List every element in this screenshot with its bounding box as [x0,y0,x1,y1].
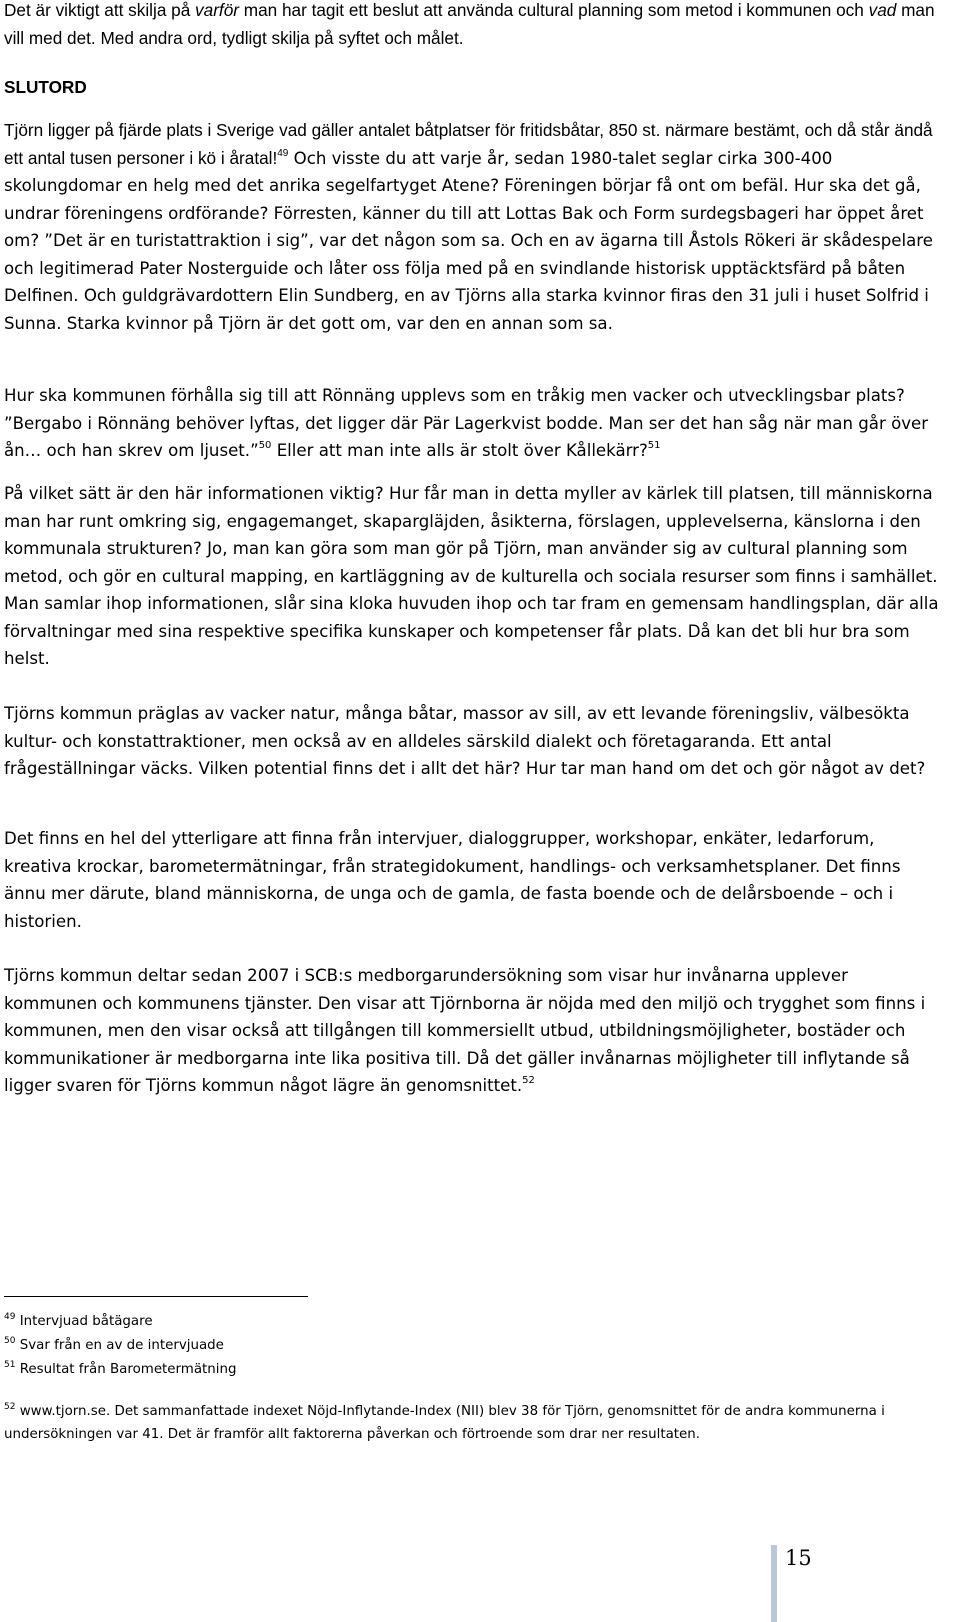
footnote-number: 51 [4,1359,16,1370]
body-paragraph-1 [4,117,944,337]
intro-text-2: man har tagit ett beslut att använda cultural planning som metod i kommunen och [238,0,869,20]
footnote-49 [4,1310,939,1333]
footnote-50 [4,1334,939,1357]
paragraph-1-text-b: Och visste du att varje år, sedan 1980-talet seglar cirka 300-400 skolungdomar en helg med det anrika segelfartyget Atene? Föreningen börjar få ont om befäl. Hur ska det gå, undrar föreningens ordförande? Förresten, känner du till att Lottas Bak och Form surdegsbageri har öppet året om? ”Det är en turistattraktion i sig”, var det någon som sa. Och en av ägarna till Åstols Rökeri är skådespelare och legitimerad Pater Nosterguide och låter oss följa med på en svindlande historisk upptäcktsfärd på båten Delfinen. Och guldgrävardottern Elin Sundberg, en av Tjörns alla starka kvinnor firas den 31 juli i huset Solfrid i Sunna. Starka kvinnor på Tjörn är det gott om, var den en annan som sa. [4,148,933,333]
paragraph-1-text-a: Tjörn ligger på fjärde plats i Sverige vad gäller antalet båtplatser för fritidsbåtar, 850 st. närmare bestämt, och då står ändå ett antal tusen personer i kö i åratal! [4,120,933,168]
intro-paragraph [4,0,944,52]
body-paragraph-3: På vilket sätt är den här informationen viktig? Hur får man in detta myller av kärlek till platsen, till människorna man har runt omkring sig, engagemanget, skapargläjden, åsikterna, förslagen, upplevelserna, känslorna i den kommunala strukturen? Jo, man kan göra som man gör på Tjörn, man använder sig av cultural planning som metod, och gör en cultural mapping, en kartläggning av de kulturella och sociala resurser som finns i samhället. Man samlar ihop informationen, slår sina kloka huvuden ihop och tar fram en gemensam handlingsplan, där alla förvaltningar med sina respektive specifika kunskaper och kompetenser får plats. Då kan det bli hur bra som helst. [4,484,939,668]
footnote-52 [4,1400,939,1446]
page-number-bar [771,1545,777,1622]
body-paragraph-2 [4,382,944,465]
intro-text-1: Det är viktigt att skilja på [4,0,196,20]
body-paragraph-5: Det finns en hel del ytterligare att finna från intervjuer, dialoggrupper, workshopar, enkäter, ledarforum, kreativa krockar, barometermätningar, från strategidokument, handlings- och verksamhetsplaner. Det finns ännu mer därute, bland människorna, de unga och de gamla, de fasta boende och de delårsboende – och i historien. [4,829,901,931]
page-number: 15 [785,1546,812,1570]
body-paragraph-4: Tjörns kommun präglas av vacker natur, många båtar, massor av sill, av ett levande föreningsliv, välbesökta kultur- och konstattraktioner, men också av en alldeles särskild dialekt och företagaranda. Ett antal frågeställningar väcks. Vilken potential finns det i allt det här? Hur tar man hand om det och gör något av det? [4,704,926,778]
footnote-divider [4,1296,308,1297]
paragraph-2-text-a: Hur ska kommunen förhålla sig till att Rönnäng upplevs som en tråkig men vacker och utvecklingsbar plats? ”Bergabo i Rönnäng behöver lyftas, det ligger där Pär Lagerkvist bodde. Man ser det han såg när man går över ån… och han skrev om ljuset.” [4,386,929,460]
section-heading: SLUTORD [4,77,87,97]
footnote-ref-50[interactable]: 50 [258,440,272,452]
paragraph-2-text-b: Eller att man inte alls är stolt över Kållekärr? [271,441,648,460]
footnote-number: 52 [4,1401,16,1412]
footnote-text: Intervjuad båtägare [19,1314,153,1329]
footnote-text: Resultat från Barometermätning [19,1362,237,1377]
footnote-51 [4,1358,939,1381]
footnote-ref-52[interactable]: 52 [522,1075,535,1087]
footnote-text: Svar från en av de intervjuade [19,1338,224,1353]
footnote-ref-51[interactable]: 51 [647,440,661,452]
intro-text-3: man vill med det. Med andra ord, tydligt skilja på syftet och målet. [4,0,935,48]
footnote-number: 50 [4,1335,16,1346]
footnote-text: www.tjorn.se. Det sammanfattade indexet Nöjd-Inflytande-Index (NII) blev 38 för Tjörn, genomsnittet för de andra kommunerna i undersökningen var 41. Det är framför allt faktorerna påverkan och förtroende som drar ner resultaten. [4,1404,885,1442]
intro-emphasis-what: vad [868,0,897,20]
footnote-ref-49[interactable]: 49 [277,147,289,159]
footnote-number: 49 [4,1311,16,1322]
body-paragraph-6 [4,962,944,1100]
paragraph-6-text: Tjörns kommun deltar sedan 2007 i SCB:s medborgarundersökning som visar hur invånarna upplever kommunen och kommunens tjänster. Den visar att Tjörnborna är nöjda med den miljö och trygghet som finns i kommunen, men den visar också att tillgången till kommersiellt utbud, utbildningsmöjligheter, bostäder och kommunikationer är medborgarna inte lika positiva till. Då det gäller invånarnas möjligheter till inflytande så ligger svaren för Tjörns kommun något lägre än genomsnittet. [4,966,926,1095]
intro-emphasis-why: varför [195,0,239,20]
